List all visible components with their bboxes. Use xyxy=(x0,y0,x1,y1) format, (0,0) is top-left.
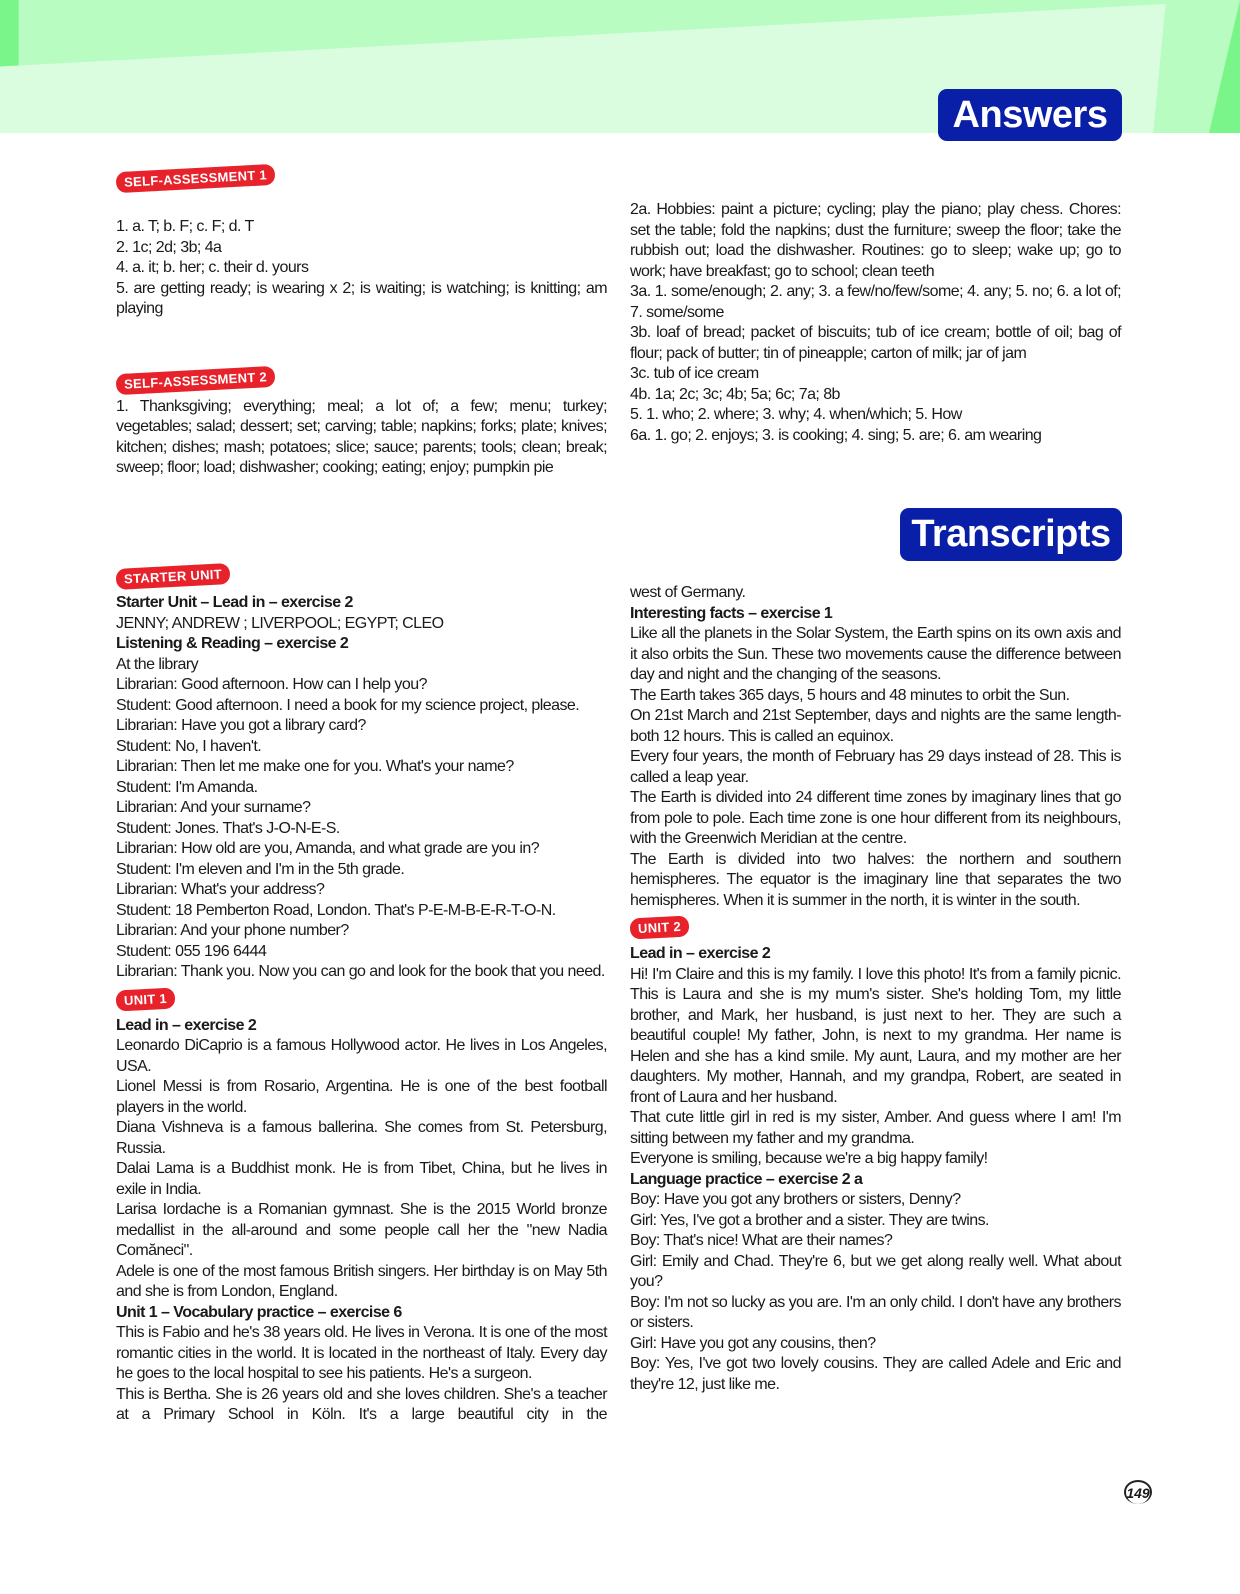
answers-title: Answers xyxy=(938,89,1122,141)
section-heading: Language practice – exercise 2 a xyxy=(630,1170,863,1188)
text-paragraph: Student: I'm Amanda. xyxy=(116,778,258,796)
text-paragraph: Larisa Iordache is a Romanian gymnast. She is the 2015 World bronze medallist in the all-around and some people call her the "new Nadia Comăneci". xyxy=(116,1201,607,1259)
text-paragraph: Student: Good afternoon. I need a book for my science project, please. xyxy=(116,696,580,714)
text-paragraph: The Earth is divided into two halves: the northern and southern hemispheres. The equator is the imaginary line that separates the two hemispheres. When it is summer in the north, it is winter in the south. xyxy=(630,850,1121,909)
text-paragraph: Librarian: Have you got a library card? xyxy=(116,717,366,734)
text-paragraph: On 21st March and 21st September, days and nights are the same length-both 12 hours. This is called an equinox. xyxy=(630,707,1121,745)
section-badge: STARTER UNIT xyxy=(116,563,231,590)
page-number: 149 xyxy=(1124,1480,1152,1504)
text-paragraph: Everyone is smiling, because we're a big happy family! xyxy=(630,1150,988,1167)
text-paragraph: 3c. tub of ice cream xyxy=(630,365,759,382)
text-paragraph: 2a. Hobbies: paint a picture; cycling; play the piano; play chess. Chores: set the table; fold the napkins; dust the furniture; sweep the floor; take the rubbish out; load the dishwasher. Routines: go to sleep; wake up; go to work; have breakfast; go to school; clean teeth xyxy=(630,201,1121,280)
section-heading: Listening & Reading – exercise 2 xyxy=(116,635,349,652)
text-paragraph: Student: I'm eleven and I'm in the 5th grade. xyxy=(116,860,405,878)
text-paragraph: The Earth takes 365 days, 5 hours and 48 minutes to orbit the Sun. xyxy=(630,686,1070,704)
text-paragraph: 2. 1c; 2d; 3b; 4a xyxy=(116,238,222,256)
transcripts-title: Transcripts xyxy=(900,508,1122,561)
text-paragraph: 1. Thanksgiving; everything; meal; a lot of; a few; menu; turkey; vegetables; salad; dessert; set; carving; table; napkins; forks; plate; knives; kitchen; dishes; mash; potatoes; slice; sauce; parents; tools; clean; break; sweep; floor; load; dishwasher; cooking; eating; enjoy; pumpkin pie xyxy=(116,397,607,476)
section-heading: Starter Unit – Lead in – exercise 2 xyxy=(116,594,353,611)
text-paragraph: 5. 1. who; 2. where; 3. why; 4. when/which; 5. How xyxy=(630,406,962,423)
section-heading: Lead in – exercise 2 xyxy=(630,945,771,962)
transcripts-right-column xyxy=(630,583,1121,1395)
text-paragraph: 3b. loaf of bread; packet of biscuits; tub of ice cream; bottle of oil; bag of flour; pack of butter; tin of pineapple; carton of milk; jar of jam xyxy=(630,324,1121,362)
text-paragraph: Dalai Lama is a Buddhist monk. He is from Tibet, China, but he lives in exile in India. xyxy=(116,1160,607,1198)
text-paragraph: Librarian: Thank you. Now you can go and look for the book that you need. xyxy=(116,963,605,980)
text-paragraph: Student: 055 196 6444 xyxy=(116,942,267,960)
text-paragraph: 4. a. it; b. her; c. their d. yours xyxy=(116,259,309,276)
transcripts-left-column xyxy=(116,560,607,1426)
section-heading: Lead in – exercise 2 xyxy=(116,1016,257,1034)
text-paragraph: 6a. 1. go; 2. enjoys; 3. is cooking; 4. sing; 5. are; 6. am wearing xyxy=(630,426,1042,444)
text-paragraph: west of Germany. xyxy=(630,584,746,601)
text-paragraph: This is Fabio and he's 38 years old. He lives in Verona. It is one of the most romantic cities in the world. It is located in the northeast of Italy. Every day he goes to the local hospital to see his patients. He's a surgeon. xyxy=(116,1324,607,1382)
text-paragraph: Leonardo DiCaprio is a famous Hollywood actor. He lives in Los Angeles, USA. xyxy=(116,1037,607,1075)
text-paragraph: Librarian: And your surname? xyxy=(116,799,311,816)
section-heading: Unit 1 – Vocabulary practice – exercise 6 xyxy=(116,1303,402,1321)
text-paragraph: Boy: Have you got any brothers or sisters, Denny? xyxy=(630,1191,961,1208)
text-paragraph: Librarian: And your phone number? xyxy=(116,922,349,939)
text-paragraph: Librarian: What's your address? xyxy=(116,881,325,898)
section-badge: SELF-ASSESSMENT 1 xyxy=(116,164,276,193)
answers-right-column xyxy=(630,200,1121,446)
text-paragraph: At the library xyxy=(116,655,199,673)
text-paragraph: The Earth is divided into 24 different time zones by imaginary lines that go from pole to pole. Each time zone is one hour different from its neighbours, with the Greenwich Meridian at the centre. xyxy=(630,789,1121,847)
text-paragraph: Every four years, the month of February has 29 days instead of 28. This is called a leap year. xyxy=(630,748,1121,786)
text-paragraph: Lionel Messi is from Rosario, Argentina. He is one of the best football players in the world. xyxy=(116,1078,607,1116)
text-paragraph: Adele is one of the most famous British singers. Her birthday is on May 5th and she is from London, England. xyxy=(116,1262,607,1300)
section-badge: UNIT 2 xyxy=(629,915,689,939)
text-paragraph: Boy: That's nice! What are their names? xyxy=(630,1232,893,1249)
text-paragraph: 5. are getting ready; is wearing x 2; is waiting; is watching; is knitting; am playing xyxy=(116,279,607,317)
text-paragraph: 1. a. T; b. F; c. F; d. T xyxy=(116,218,254,235)
text-paragraph: This is Bertha. She is 26 years old and she loves children. She's a teacher at a Primary School in Köln. It's a large beautiful city in the xyxy=(116,1385,607,1423)
text-paragraph: Like all the planets in the Solar System, the Earth spins on its own axis and it also orbits the Sun. These two movements cause the difference between day and night and the changing of the seasons. xyxy=(630,625,1121,683)
text-paragraph: Girl: Emily and Chad. They're 6, but we get along really well. What about you? xyxy=(630,1252,1121,1290)
text-paragraph: Girl: Yes, I've got a brother and a sister. They are twins. xyxy=(630,1211,989,1229)
text-paragraph: 4b. 1a; 2c; 3c; 4b; 5a; 6c; 7a; 8b xyxy=(630,385,840,403)
text-paragraph: Librarian: How old are you, Amanda, and what grade are you in? xyxy=(116,840,540,857)
text-paragraph: Girl: Have you got any cousins, then? xyxy=(630,1334,876,1352)
text-paragraph: Librarian: Then let me make one for you. What's your name? xyxy=(116,758,514,775)
spacer xyxy=(116,195,607,217)
section-heading: Interesting facts – exercise 1 xyxy=(630,604,833,622)
text-paragraph: Boy: Yes, I've got two lovely cousins. They are called Adele and Eric and they're 12, just like me. xyxy=(630,1355,1121,1393)
text-paragraph: Hi! I'm Claire and this is my family. I love this photo! It's from a family picnic. This is Laura and she is my mum's sister. She's holding Tom, my little brother, and Mark, her husband, is just next to her. They are such a beautiful couple! My father, John, is next to my grandma. Her name is Helen and she has a kind smile. My aunt, Laura, and my mother are her daughters. My mother, Hannah, and my grandpa, Robert, are seated in front of Laura and her husband. xyxy=(630,965,1121,1106)
text-paragraph: JENNY; ANDREW ; LIVERPOOL; EGYPT; CLEO xyxy=(116,614,444,632)
text-paragraph: 3a. 1. some/enough; 2. any; 3. a few/no/few/some; 4. any; 5. no; 6. a lot of; 7. some/some xyxy=(630,283,1121,321)
text-paragraph: Diana Vishneva is a famous ballerina. She comes from St. Petersburg, Russia. xyxy=(116,1119,607,1157)
text-paragraph: Student: 18 Pemberton Road, London. That's P-E-M-B-E-R-T-O-N. xyxy=(116,901,556,919)
section-badge: SELF-ASSESSMENT 2 xyxy=(116,365,276,394)
text-paragraph: Librarian: Good afternoon. How can I help you? xyxy=(116,676,427,693)
spacer xyxy=(116,320,607,342)
text-paragraph: That cute little girl in red is my sister, Amber. And guess where I am! I'm sitting between my father and my grandma. xyxy=(630,1109,1121,1147)
spacer xyxy=(116,342,607,364)
text-paragraph: Boy: I'm not so lucky as you are. I'm an only child. I don't have any brothers or sisters. xyxy=(630,1293,1121,1331)
answers-left-column xyxy=(116,162,607,479)
section-badge: UNIT 1 xyxy=(115,987,175,1011)
text-paragraph: Student: Jones. That's J-O-N-E-S. xyxy=(116,819,340,837)
text-paragraph: Student: No, I haven't. xyxy=(116,737,262,755)
